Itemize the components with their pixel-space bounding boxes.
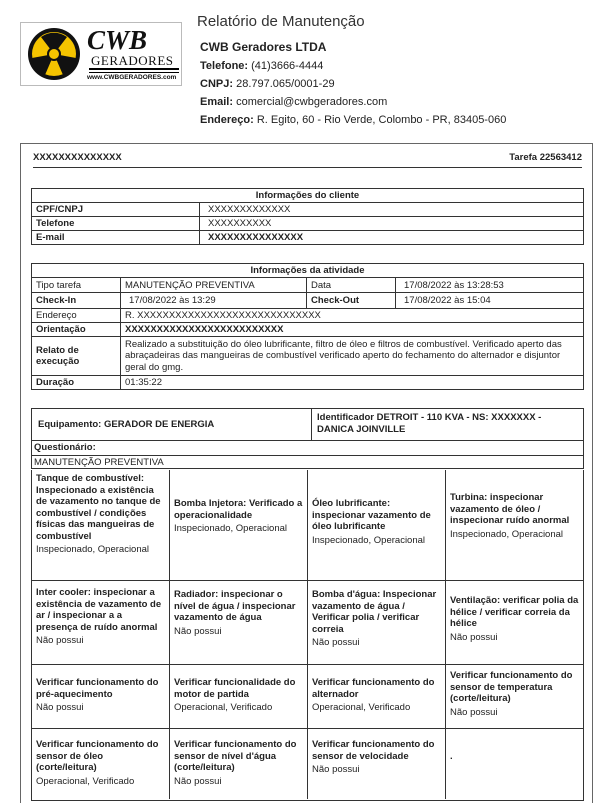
question-cell bbox=[170, 665, 308, 728]
question-cell bbox=[32, 729, 170, 799]
question-cell bbox=[170, 729, 308, 799]
task-type-value: MANUTENÇÃO PREVENTIVA bbox=[121, 278, 307, 293]
question-text: Verificar funcionamento do pré-aquecimento bbox=[36, 677, 159, 700]
activity-address-label: Endereço bbox=[32, 309, 121, 323]
logo-url: www.CWBGERADORES.com bbox=[87, 74, 177, 81]
question-cell bbox=[446, 581, 583, 664]
answer-text: Não possui bbox=[312, 637, 360, 648]
question-cell bbox=[170, 470, 308, 580]
question-text: Verificar funcionamento do alternador bbox=[312, 677, 435, 700]
equipment-box bbox=[31, 408, 584, 441]
question-text: Inter cooler: inspecionar a existência de vazamento de ar / inspecionar a a presença de ruído anormal bbox=[36, 587, 162, 633]
question-text: Verificar funcionalidade do motor de partida bbox=[174, 677, 296, 700]
answer-text: Operacional, Verificado bbox=[312, 702, 411, 713]
answer-text: Inspecionado, Operacional bbox=[36, 544, 150, 555]
question-text: Bomba d'água: Inspecionar vazamento de água / Verificar polia / verificar correia bbox=[312, 589, 437, 635]
answer-text: Não possui bbox=[450, 706, 498, 718]
questionnaire-row bbox=[32, 665, 583, 729]
answer-text: Não possui bbox=[312, 764, 360, 775]
activity-info-title: Informações da atividade bbox=[32, 264, 584, 278]
answer-text: Operacional, Verificado bbox=[174, 702, 273, 713]
questionnaire-grid bbox=[31, 470, 584, 801]
date-label: Data bbox=[307, 278, 396, 293]
orientation-value: XXXXXXXXXXXXXXXXXXXXXXXXX bbox=[121, 323, 584, 337]
question-cell bbox=[32, 581, 170, 664]
answer-text: Não possui bbox=[174, 775, 222, 787]
duration-value: 01:35:22 bbox=[121, 376, 584, 390]
client-code: XXXXXXXXXXXXXX bbox=[33, 152, 122, 163]
phone-label: Telefone: bbox=[200, 60, 249, 72]
phone-row-label: Telefone bbox=[32, 217, 200, 231]
checkout-value: 17/08/2022 às 15:04 bbox=[396, 293, 584, 309]
company-address bbox=[200, 114, 506, 126]
email-row-value: XXXXXXXXXXXXXXX bbox=[200, 231, 584, 245]
address-label: Endereço: bbox=[200, 114, 254, 126]
question-cell bbox=[308, 470, 446, 580]
email-row-label: E-mail bbox=[32, 231, 200, 245]
orientation-label: Orientação bbox=[32, 323, 121, 337]
phone-value: (41)3666-4444 bbox=[251, 60, 324, 72]
generator-fan-icon bbox=[27, 27, 81, 81]
equipment-identifier: Identificador DETROIT - 110 KVA - NS: XXXXXXX - DANICA JOINVILLE bbox=[317, 412, 542, 435]
question-text: Verificar funcionamento do sensor de óleo (corte/leitura) bbox=[36, 739, 159, 773]
answer-text: Inspecionado, Operacional bbox=[450, 528, 564, 540]
questionnaire-row bbox=[32, 470, 583, 581]
questionnaire-label: Questionário: bbox=[34, 442, 96, 453]
question-text: Tanque de combustível: Inspecionado a existência de vazamento no tanque de combustível / condições físicas das mangueiras de combustível bbox=[36, 473, 161, 542]
cpf-value: XXXXXXXXXXXXX bbox=[200, 203, 584, 217]
question-cell bbox=[446, 729, 583, 799]
question-text: . bbox=[450, 751, 453, 762]
questionnaire-header bbox=[31, 441, 584, 469]
questionnaire-row bbox=[32, 729, 583, 799]
execution-report-value: Realizado a substituição do óleo lubrificante, filtro de óleo e filtros de combustível. Verificado aperto das abraçadeiras das mangueiras de combustível verificado aperto do fechamento do alternador e disjuntor geral do gmg. bbox=[121, 337, 584, 376]
questionnaire-row bbox=[32, 581, 583, 665]
company-email bbox=[200, 96, 387, 108]
answer-text: Inspecionado, Operacional bbox=[174, 523, 288, 534]
question-cell bbox=[308, 581, 446, 664]
question-cell bbox=[32, 665, 170, 728]
task-number: Tarefa 22563412 bbox=[509, 152, 582, 163]
duration-label: Duração bbox=[32, 376, 121, 390]
question-text: Radiador: inspecionar o nível de água / inspecionar vazamento de água bbox=[174, 589, 296, 623]
question-text: Turbina: inspecionar vazamento de óleo / inspecionar ruído anormal bbox=[450, 492, 570, 526]
checkin-label: Check-In bbox=[32, 293, 121, 309]
company-cnpj bbox=[200, 78, 335, 90]
email-label: Email: bbox=[200, 96, 234, 108]
question-cell bbox=[308, 729, 446, 799]
checkin-value: 17/08/2022 às 13:29 bbox=[121, 293, 307, 309]
answer-text: Não possui bbox=[36, 702, 84, 713]
answer-text: Não possui bbox=[36, 635, 84, 646]
task-type-label: Tipo tarefa bbox=[32, 278, 121, 293]
answer-text: Não possui bbox=[450, 631, 498, 643]
logo-divider bbox=[89, 68, 179, 73]
equipment-type: Equipamento: GERADOR DE ENERGIA bbox=[32, 409, 312, 440]
question-text: Verificar funcionamento do sensor de temperatura (corte/leitura) bbox=[450, 670, 573, 704]
email-value: comercial@cwbgeradores.com bbox=[236, 96, 388, 108]
phone-row-value: XXXXXXXXXX bbox=[200, 217, 584, 231]
cpf-label: CPF/CNPJ bbox=[32, 203, 200, 217]
report-topbar bbox=[33, 152, 582, 168]
answer-text: Não possui bbox=[174, 625, 222, 637]
cnpj-value: 28.797.065/0001-29 bbox=[236, 78, 335, 90]
answer-text: Inspecionado, Operacional bbox=[312, 534, 426, 546]
question-text: Verificar funcionamento do sensor de velocidade bbox=[312, 739, 435, 762]
address-value: R. Egito, 60 - Rio Verde, Colombo - PR, 83405-060 bbox=[256, 114, 507, 126]
checkout-label: Check-Out bbox=[307, 293, 396, 309]
question-cell bbox=[32, 470, 170, 580]
activity-address-value: R. XXXXXXXXXXXXXXXXXXXXXXXXXXXXX bbox=[121, 309, 584, 323]
client-info-title: Informações do cliente bbox=[32, 189, 584, 203]
question-text: Óleo lubrificante: inspecionar vazamento de óleo lubrificante bbox=[312, 498, 431, 532]
question-cell bbox=[308, 665, 446, 728]
activity-info-table bbox=[31, 263, 584, 390]
question-cell bbox=[170, 581, 308, 664]
report-header bbox=[0, 0, 611, 140]
report-body bbox=[20, 143, 593, 803]
logo-name: CWB bbox=[87, 25, 148, 55]
question-cell bbox=[446, 470, 583, 580]
company-phone bbox=[200, 60, 323, 72]
question-text: Bomba Injetora: Verificado a operacionalidade bbox=[174, 498, 303, 521]
cnpj-label: CNPJ: bbox=[200, 78, 234, 90]
logo-subtitle: GERADORES bbox=[91, 53, 174, 68]
company-name: CWB Geradores LTDA bbox=[200, 40, 327, 54]
question-text: Verificar funcionamento do sensor de nível d'água (corte/leitura) bbox=[174, 739, 297, 773]
client-info-table bbox=[31, 188, 584, 245]
execution-report-label: Relato de execução bbox=[32, 337, 121, 376]
company-logo bbox=[20, 22, 182, 86]
questionnaire-type: MANUTENÇÃO PREVENTIVA bbox=[32, 455, 583, 468]
answer-text: Operacional, Verificado bbox=[36, 775, 135, 787]
report-title: Relatório de Manutenção bbox=[197, 13, 365, 30]
question-text: Ventilação: verificar polia da hélice / verificar correia da hélice bbox=[450, 595, 579, 629]
question-cell bbox=[446, 665, 583, 728]
date-value: 17/08/2022 às 13:28:53 bbox=[396, 278, 584, 293]
